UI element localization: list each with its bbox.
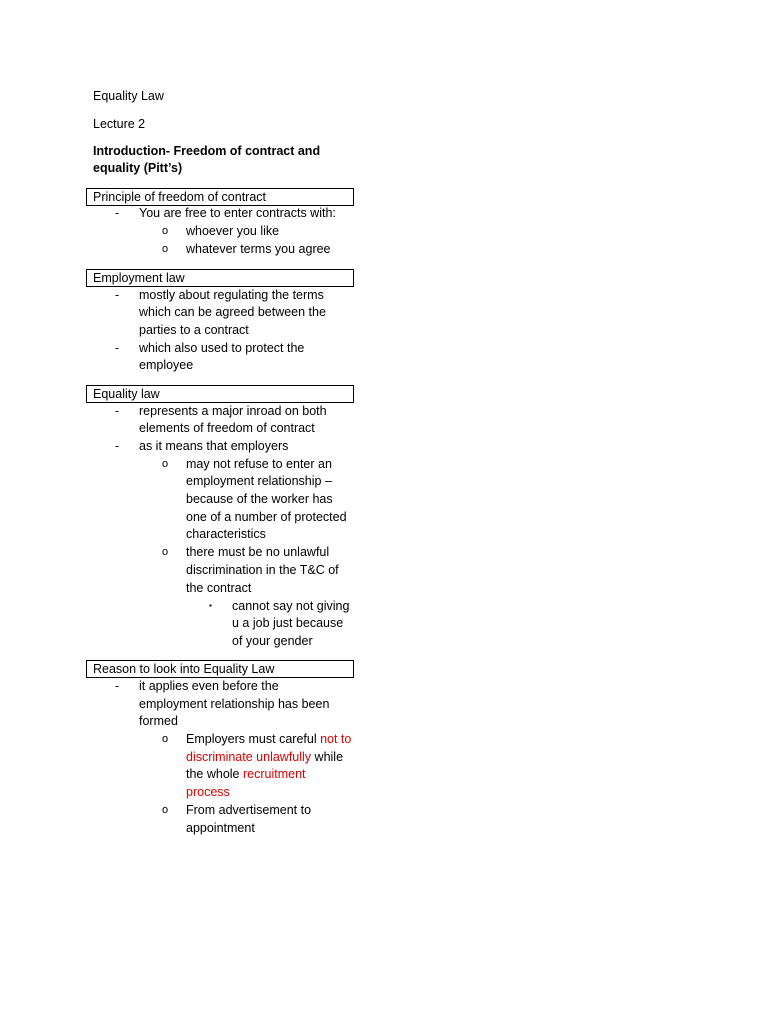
bullet-text: represents a major inroad on both [139, 404, 327, 418]
sub-bullet-text [186, 731, 351, 747]
section-heading-box [86, 269, 354, 287]
highlighted-text: process [186, 785, 230, 799]
intro-heading-line-1: Introduction- Freedom of contract and [93, 144, 321, 158]
sub-sub-bullet-text: of your gender [232, 634, 313, 648]
sub-sub-bullet-text: u a job just because [232, 616, 344, 630]
dash-bullet: - [115, 679, 120, 693]
bullet-text: employee [139, 358, 194, 372]
sub-bullet-text: appointment [186, 821, 255, 835]
sub-bullet-text [186, 766, 306, 782]
sub-sub-bullet-text: cannot say not giving [232, 599, 350, 613]
bullet-text: mostly about regulating the terms [139, 288, 324, 302]
sub-bullet-text: because of the worker has [186, 492, 333, 506]
dash-bullet: - [115, 288, 120, 302]
intro-heading-line-2: equality (Pitt’s) [93, 161, 183, 175]
section-heading-box [86, 188, 354, 206]
circle-bullet: o [162, 243, 169, 255]
section-heading: Reason to look into Equality Law [93, 662, 275, 676]
sub-bullet-text: one of a number of protected [186, 510, 347, 524]
sub-bullet-text: characteristics [186, 527, 266, 541]
bullet-text: You are free to enter contracts with: [139, 206, 336, 220]
highlighted-text: recruitment [242, 767, 306, 781]
circle-bullet: o [162, 804, 169, 816]
section-heading: Principle of freedom of contract [93, 190, 266, 204]
doc-title: Equality Law [93, 89, 164, 103]
bullet-text: formed [139, 714, 178, 728]
plain-text: Employers must careful [186, 732, 321, 746]
lecture-number: Lecture 2 [93, 117, 146, 131]
circle-bullet: o [162, 546, 169, 558]
sub-bullet-text: may not refuse to enter an [186, 457, 332, 471]
highlighted-text: not to [320, 732, 352, 746]
sub-bullet-text: From advertisement to [186, 803, 312, 817]
square-bullet: ▪ [209, 601, 212, 610]
section-heading-box [86, 660, 354, 678]
sub-bullet-text: the contract [186, 581, 252, 595]
sub-bullet-text: whoever you like [186, 224, 280, 238]
dash-bullet: - [115, 341, 120, 355]
bullet-text: it applies even before the [139, 679, 279, 693]
sub-bullet-text: there must be no unlawful [186, 545, 330, 559]
section-heading: Equality law [93, 387, 160, 401]
section-heading-box [86, 385, 354, 403]
dash-bullet: - [115, 404, 120, 418]
sub-bullet-text: whatever terms you agree [186, 242, 331, 256]
sub-bullet-text: employment relationship – [186, 474, 332, 488]
bullet-text: parties to a contract [139, 323, 249, 337]
bullet-text: elements of freedom of contract [139, 421, 315, 435]
plain-text: while [311, 750, 344, 764]
bullet-text: which can be agreed between the [139, 305, 326, 319]
bullet-text: employment relationship has been [139, 697, 330, 711]
highlighted-text: discriminate unlawfully [186, 750, 312, 764]
section-heading: Employment law [93, 271, 185, 285]
plain-text: the whole [186, 767, 243, 781]
sub-bullet-text: discrimination in the T&C of [186, 563, 339, 577]
sub-bullet-text [186, 749, 343, 765]
circle-bullet: o [162, 733, 169, 745]
dash-bullet: - [115, 206, 120, 220]
circle-bullet: o [162, 225, 169, 237]
bullet-text: which also used to protect the [139, 341, 305, 355]
bullet-text: as it means that employers [139, 439, 289, 453]
circle-bullet: o [162, 458, 169, 470]
dash-bullet: - [115, 439, 120, 453]
